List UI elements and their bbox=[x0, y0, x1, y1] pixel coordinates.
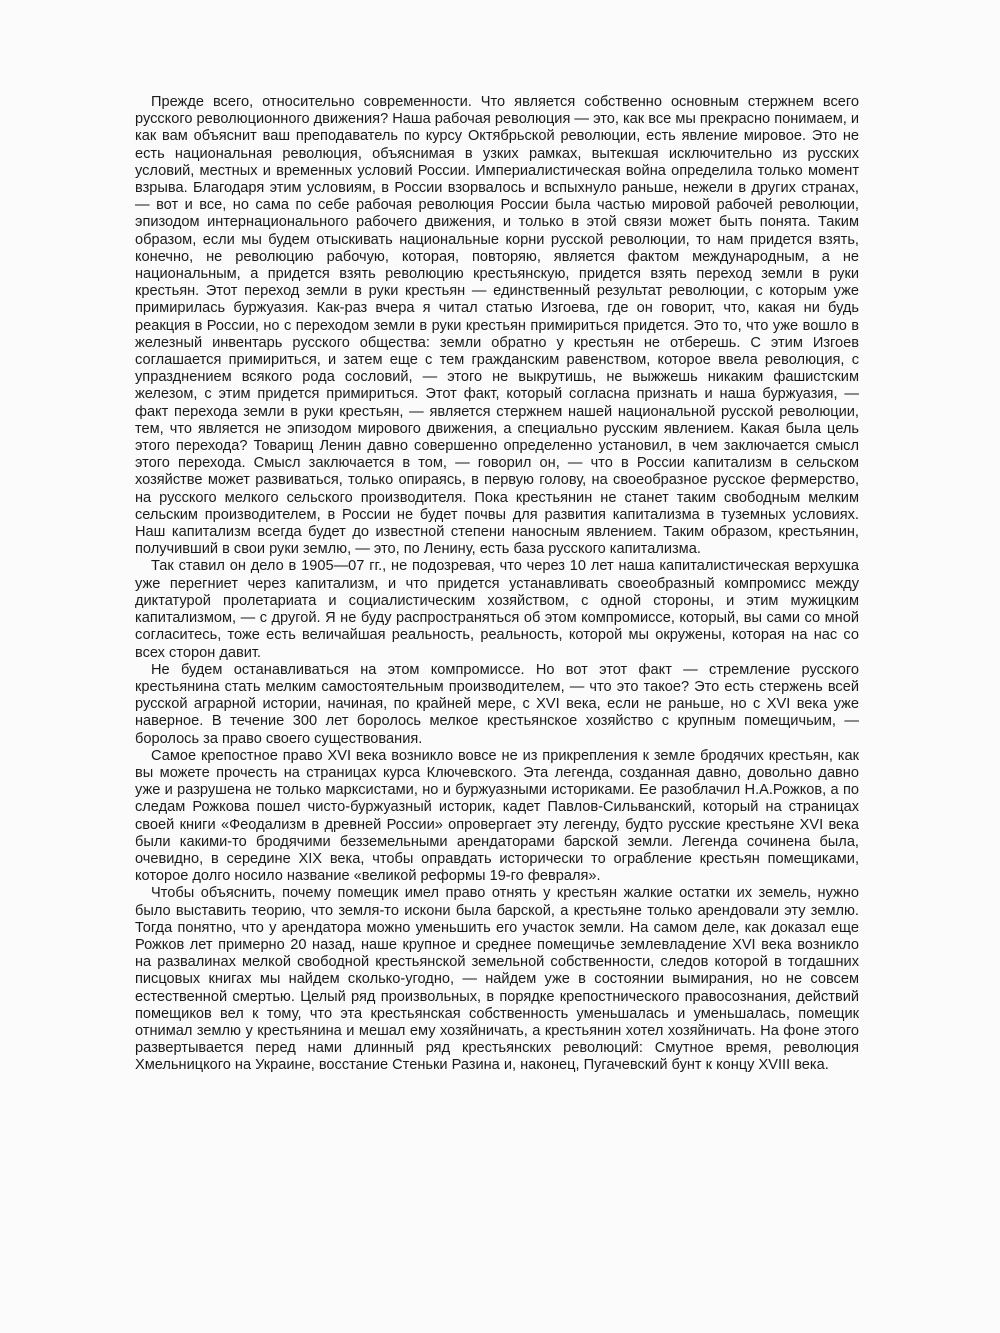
paragraph-3: Не будем останавливаться на этом компромиссе. Но вот этот факт — стремление русского крестьянина стать мелким самостоятельным производителем, — что это такое? Это есть стержень всей русской аграрной истории, начиная, по крайней мере, с XVI века, если не раньше, но с XVI века уже наверное. В течение 300 лет боролось мелкое крестьянское хозяйство с крупным помещичьим, — боролось за право своего существования. bbox=[135, 661, 859, 747]
paragraph-5: Чтобы объяснить, почему помещик имел право отнять у крестьян жалкие остатки их земель, нужно было выставить теорию, что земля-то искони была барской, а крестьяне только арендовали эту землю. Тогда понятно, что у арендатора можно уменьшить его участок земли. На самом деле, как доказал еще Рожков лет примерно 20 назад, наше крупное и среднее помещичье землевладение XVI века возникло на развалинах мелкой свободной крестьянской земельной собственности, следов которой в тогдашних писцовых книгах мы найдем сколько-угодно, — найдем уже в состоянии вымирания, но не совсем естественной смертью. Целый ряд произвольных, в порядке крепостнического правосознания, действий помещиков вел к тому, что эта крестьянская собственность уменьшалась и уменьшалась, помещик отнимал землю у крестьянина и мешал ему хозяйничать, а крестьянин хотел хозяйничать. На фоне этого развертывается перед нами длинный ряд крестьянских революций: Смутное время, революция Хмельницкого на Украине, восстание Стеньки Разина и, наконец, Пугачевский бунт к концу XVIII века. bbox=[135, 885, 859, 1074]
paragraph-1: Прежде всего, относительно современности. Что является собственно основным стержнем всего русского революционного движения? Наша рабочая революция — это, как все мы прекрасно понимаем, и как вам объяснит ваш преподаватель по курсу Октябрьской революции, есть явление мировое. Это не есть национальная революция, объяснимая в узких рамках, вытекшая исключительно из русских условий, местных и временных условий России. Империалистическая война определила только момент взрыва. Благодаря этим условиям, в России взорвалось и вспыхнуло раньше, нежели в других странах, — вот и все, но сама по себе рабочая революция России была частью мировой рабочей революции, эпизодом интернационального рабочего движения, и только в этой связи может быть понята. Таким образом, если мы будем отыскивать национальные корни русской революции, то нам придется взять, конечно, не революцию рабочую, которая, повторяю, является фактом международным, а не национальным, а придется взять революцию крестьянскую, придется взять переход земли в руки крестьян. Этот переход земли в руки крестьян — единственный результат революции, с которым уже примирилась буржуазия. Как-раз вчера я читал статью Изгоева, где он говорит, что, какая ни будь реакция в России, но с переходом земли в руки крестьян примириться придется. Это то, что уже вошло в железный инвентарь русского общества: земли обратно у крестьян не отберешь. С этим Изгоев соглашается примириться, и затем еще с тем гражданским равенством, которое ввела революция, с упразднением всякого рода сословий, — этого не выкрутишь, не выжжешь никаким фашистским железом, с этим придется примириться. Этот факт, который согласна признать и наша буржуазия, — факт перехода земли в руки крестьян, — является стержнем нашей национальной русской революции, тем, что является не эпизодом мирового движения, а специально русским явлением. Какая была цель этого перехода? Товарищ Ленин давно совершенно определенно установил, в чем заключается смысл этого перехода. Смысл заключается в том, — говорил он, — что в России капитализм в сельском хозяйстве может развиваться, только опираясь, в первую голову, на своеобразное русское фермерство, на русского мелкого сельского производителя. Пока крестьянин не станет таким свободным мелким сельским производителем, в России не будет почвы для развития капитализма в туземных условиях. Наш капитализм всегда будет до известной степени наносным явлением. Таким образом, крестьянин, получивший в свои руки землю, — это, по Ленину, есть база русского капитализма. bbox=[135, 94, 859, 558]
paragraph-4: Самое крепостное право XVI века возникло вовсе не из прикрепления к земле бродячих крестьян, как вы можете прочесть на страницах курса Ключевского. Эта легенда, созданная давно, довольно давно уже и разрушена не только марксистами, но и буржуазными историками. Ее разоблачил Н.А.Рожков, а по следам Рожкова пошел чисто-буржуазный историк, кадет Павлов-Сильванский, который на страницах своей книги «Феодализм в древней России» опровергает эту легенду, будто русские крестьяне XVI века были какими-то бродячими безземельными арендаторами барской земли. Легенда сочинена была, очевидно, в середине XIX века, чтобы оправдать исторически то ограбление крестьян помещиками, которое долго носило название «великой реформы 19-го февраля». bbox=[135, 747, 859, 885]
body-text bbox=[135, 94, 859, 1075]
paragraph-2: Так ставил он дело в 1905—07 гг., не подозревая, что через 10 лет наша капиталистическая верхушка уже перегниет через капитализм, и что придется устанавливать своеобразный компромисс между диктатурой пролетариата и социалистическим хозяйством, с одной стороны, и этим мужицким капитализмом, — с другой. Я не буду распространяться об этом компромиссе, который, вы сами со мной согласитесь, тоже есть величайшая реальность, реальность, которой мы окружены, которая на нас со всех сторон давит. bbox=[135, 558, 859, 661]
